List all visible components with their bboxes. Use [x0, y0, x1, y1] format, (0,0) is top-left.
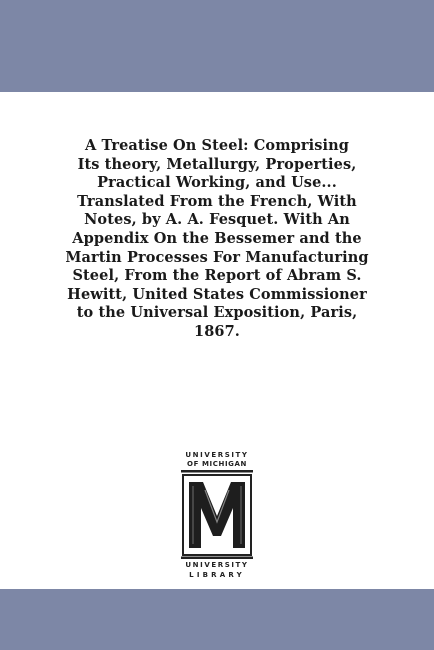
- title-line: Appendix On the Bessemer and the: [72, 229, 362, 247]
- title-line: Hewitt, United States Commissioner: [67, 285, 367, 303]
- top-band: [0, 0, 434, 92]
- title-line: Martin Processes For Manufacturing: [65, 248, 369, 266]
- title-line: 1867.: [194, 322, 240, 340]
- title-line: Translated From the French, With: [77, 192, 357, 210]
- bottom-band: [0, 589, 434, 650]
- title-line: to the Universal Exposition, Paris,: [76, 304, 358, 322]
- title-line: Steel, From the Report of Abram S.: [72, 267, 362, 285]
- logo-text-of-michigan: OF MICHIGAN: [187, 460, 247, 468]
- title-line: Notes, by A. A. Fesquet. With An: [84, 211, 350, 229]
- logo-text-university: UNIVERSITY: [185, 451, 249, 459]
- title-line: Its theory, Metallurgy, Properties,: [77, 155, 357, 173]
- book-title: [58, 137, 376, 342]
- university-library-logo: [177, 451, 257, 583]
- logo-text-library: LIBRARY: [189, 571, 245, 579]
- title-line: Practical Working, and Use...: [97, 174, 337, 192]
- title-line: A Treatise On Steel: Comprising: [85, 137, 349, 154]
- logo-text-university-bottom: UNIVERSITY: [185, 561, 249, 569]
- block-m-logo-icon: [181, 470, 253, 559]
